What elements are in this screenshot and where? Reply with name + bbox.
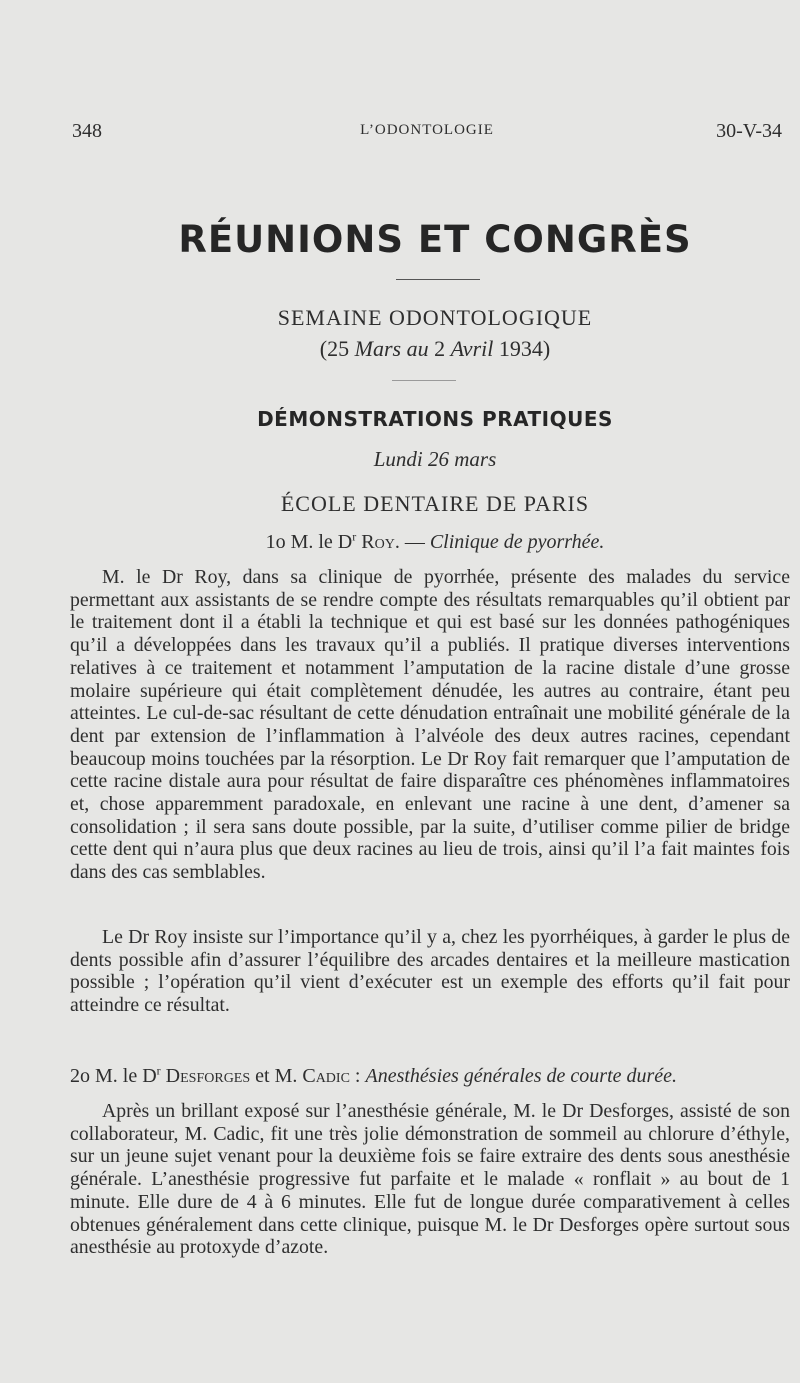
section-main-title: RÉUNIONS ET CONGRÈS <box>178 218 692 261</box>
school-heading: ÉCOLE DENTAIRE DE PARIS <box>280 491 590 516</box>
event-name: SEMAINE ODONTOLOGIQUE <box>277 305 593 330</box>
item2-heading: 2o M. le $D^r$ Desforges et M. Cadic : Anesthésies générales de courte durée. <box>70 1063 678 1087</box>
paragraph-2: Le Dr Roy insiste sur l’importance qu’il y a, chez les pyorrhéiques, à garder le plus de dents possible afin d’assurer l’équilibre des arcades dentaires et la meilleure mastication possible ; l’opération qu’il vient d’exécuter est un exemple des efforts qu’il fait pour atteindre ce résultat. <box>70 926 790 1017</box>
item1-heading: 1o M. le $D^r$ Roy. — Clinique de pyorrhée. <box>265 529 605 553</box>
paragraph-1: M. le Dr Roy, dans sa clinique de pyorrhée, présente des malades du service permettant aux assistants de se rendre compte des résultats remarquables qu’il obtient par le traitement dont il a établi la technique et qui est basé sur les données pathogéniques qu’il a développées dans les travaux qu’il a publiés. Il pratique diverses interventions relatives à ce traitement et notamment l’amputation de la racine distale d’une grosse molaire supérieure qui était complètement dénudée, les autres au contraire, étant peu atteintes. Le cul-de-sac résultant de cette dénudation entraînait une mobilité générale de la dent par extension de l’inflammation à l’alvéole des deux autres racines, cependant beaucoup moins touchées par la résorption. Le Dr Roy fait remarquer que l’amputation de cette racine distale aura pour résultat de faire disparaître ces phénomènes inflammatoires et, chose apparemment paradoxale, en enlevant une racine à une dent, d’amener sa consolidation ; il sera sans doute possible, par la suite, d’utiliser comme pilier de bridge cette dent qui n’aura plus que deux racines au lieu de trois, ainsi qu’il l’a fait maintes fois dans des cas semblables. <box>70 566 790 884</box>
event-dates: (25 Mars au 2 Avril 1934) <box>319 336 551 361</box>
paragraph-3: Après un brillant exposé sur l’anesthésie générale, M. le Dr Desforges, assisté de son collaborateur, M. Cadic, fit une très jolie démonstration de sommeil au chlorure d’éthyle, sur un jeune sujet venant pour la deuxième fois se faire extraire des dents sous anesthésie générale. L’anesthésie progressive fut parfaite et le malade « ronflait » au bout de 1 minute. Elle dure de 4 à 6 minutes. Elle fut de longue durée comparativement à celles obtenues généralement dans cette clinique, puisque M. le Dr Desforges opère surtout sous anesthésie au protoxyde d’azote. <box>70 1100 790 1259</box>
running-header <box>72 120 782 150</box>
issue-date: 30-V-34 <box>716 120 782 142</box>
journal-title: L’ODONTOLOGIE <box>360 122 494 138</box>
day-heading: Lundi 26 mars <box>373 447 497 471</box>
section-title: DÉMONSTRATIONS PRATIQUES <box>257 407 613 431</box>
divider-rule <box>392 380 456 381</box>
page-number: 348 <box>72 120 102 142</box>
title-rule <box>396 279 480 280</box>
